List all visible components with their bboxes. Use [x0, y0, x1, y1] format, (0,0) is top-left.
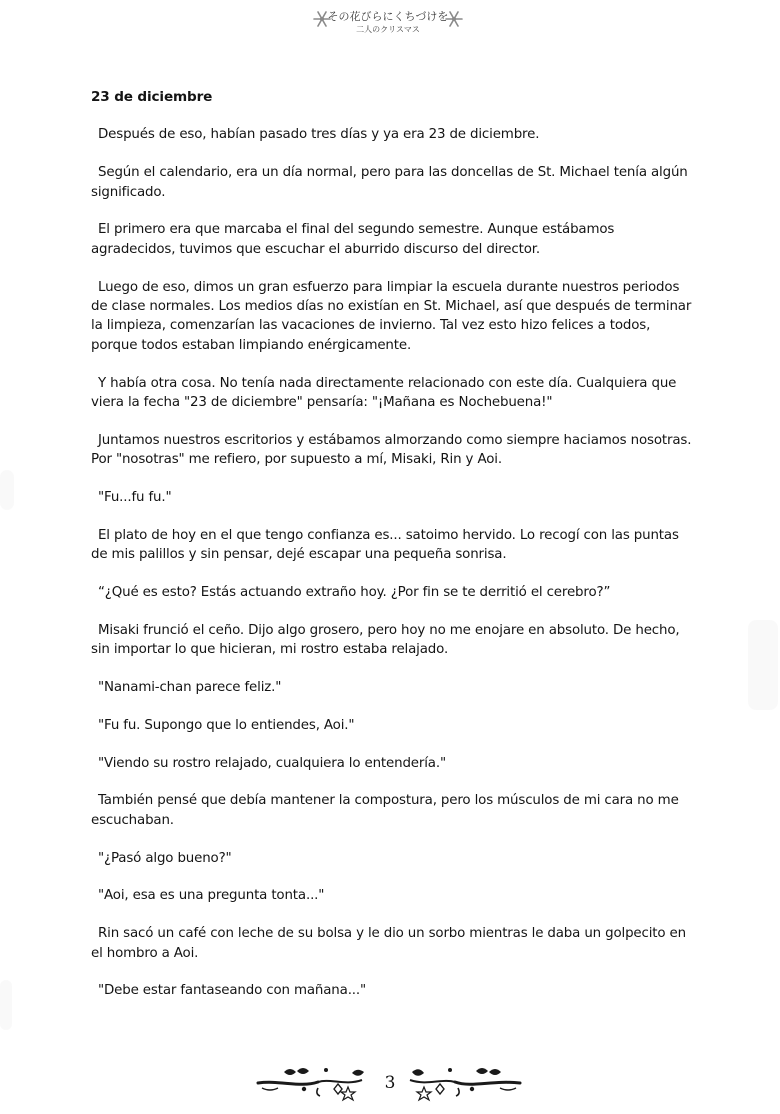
paragraph: El plato de hoy en el que tengo confianza es... satoimo hervido. Lo recogí con las puntas de mis palillos y sin pensar, dejé escapar una pequeña sonrisa.: [91, 527, 679, 563]
paragraph: "Fu fu. Supongo que lo entiendes, Aoi.": [98, 717, 355, 733]
page-number: 3: [384, 1073, 396, 1093]
paragraph: Y había otra cosa. No tenía nada directamente relacionado con este día. Cualquiera que viera la fecha "23 de diciembre" pensaría: "¡Mañana es Nochebuena!": [91, 375, 677, 411]
footer-ornament: [0, 1058, 780, 1108]
header-ornament: [0, 4, 780, 38]
paragraph: "Nanami-chan parece feliz.": [98, 680, 282, 696]
document-body: [91, 88, 697, 1019]
paragraph: “¿Qué es esto? Estás actuando extraño hoy. ¿Por fin se te derritió el cerebro?”: [98, 585, 611, 601]
paragraph: Rin sacó un café con leche de su bolsa y le dio un sorbo mientras le daba un golpecito en el hombro a Aoi.: [91, 926, 686, 961]
paragraph: "Debe estar fantaseando con mañana...": [98, 983, 367, 999]
page-header: [0, 4, 780, 38]
section-heading: 23 de diciembre: [91, 89, 213, 105]
scan-artifact: [0, 470, 14, 510]
ribbon-ornament-icon: [258, 1068, 364, 1100]
paragraph: El primero era que marcaba el final del segundo semestre. Aunque estábamos agradecidos, tuvimos que escuchar el aburrido discurso del director.: [91, 222, 615, 257]
header-title: その花びらにくちづけを: [327, 10, 449, 23]
paragraph: Después de eso, habían pasado tres días y ya era 23 de diciembre.: [98, 127, 540, 143]
paragraph: "Fu...fu fu.": [98, 490, 172, 506]
scan-artifact: [0, 980, 12, 1030]
paragraph: También pensé que debía mantener la compostura, pero los músculos de mi cara no me escuchaban.: [91, 793, 679, 828]
header-subtitle: 二人のクリスマス: [356, 25, 420, 34]
paragraph: Según el calendario, era un día normal, pero para las doncellas de St. Michael tenía algún significado.: [91, 165, 688, 200]
paragraph: Misaki frunció el ceño. Dijo algo grosero, pero hoy no me enojare en absoluto. De hecho, sin importar lo que hicieran, mi rostro estaba relajado.: [91, 622, 680, 658]
scan-artifact: [748, 620, 778, 710]
paragraph: Luego de eso, dimos un gran esfuerzo para limpiar la escuela durante nuestros periodos de clase normales. Los medios días no existían en St. Michael, así que después de terminar la limpieza, comenzarían las vacaciones de invierno. Tal vez esto hizo felices a todos, porque todos estaban limpiando enérgicamente.: [91, 279, 692, 353]
paragraph: "Aoi, esa es una pregunta tonta...": [98, 888, 325, 904]
page-footer: [0, 1058, 780, 1108]
paragraph: Juntamos nuestros escritorios y estábamos almorzando como siempre haciamos nosotras. Por "nosotras" me refiero, por supuesto a mí, Misaki, Rin y Aoi.: [91, 432, 692, 468]
paragraph: "¿Pasó algo bueno?": [98, 850, 232, 866]
paragraph: "Viendo su rostro relajado, cualquiera lo entendería.": [98, 755, 446, 771]
ribbon-ornament-icon: [410, 1068, 520, 1100]
